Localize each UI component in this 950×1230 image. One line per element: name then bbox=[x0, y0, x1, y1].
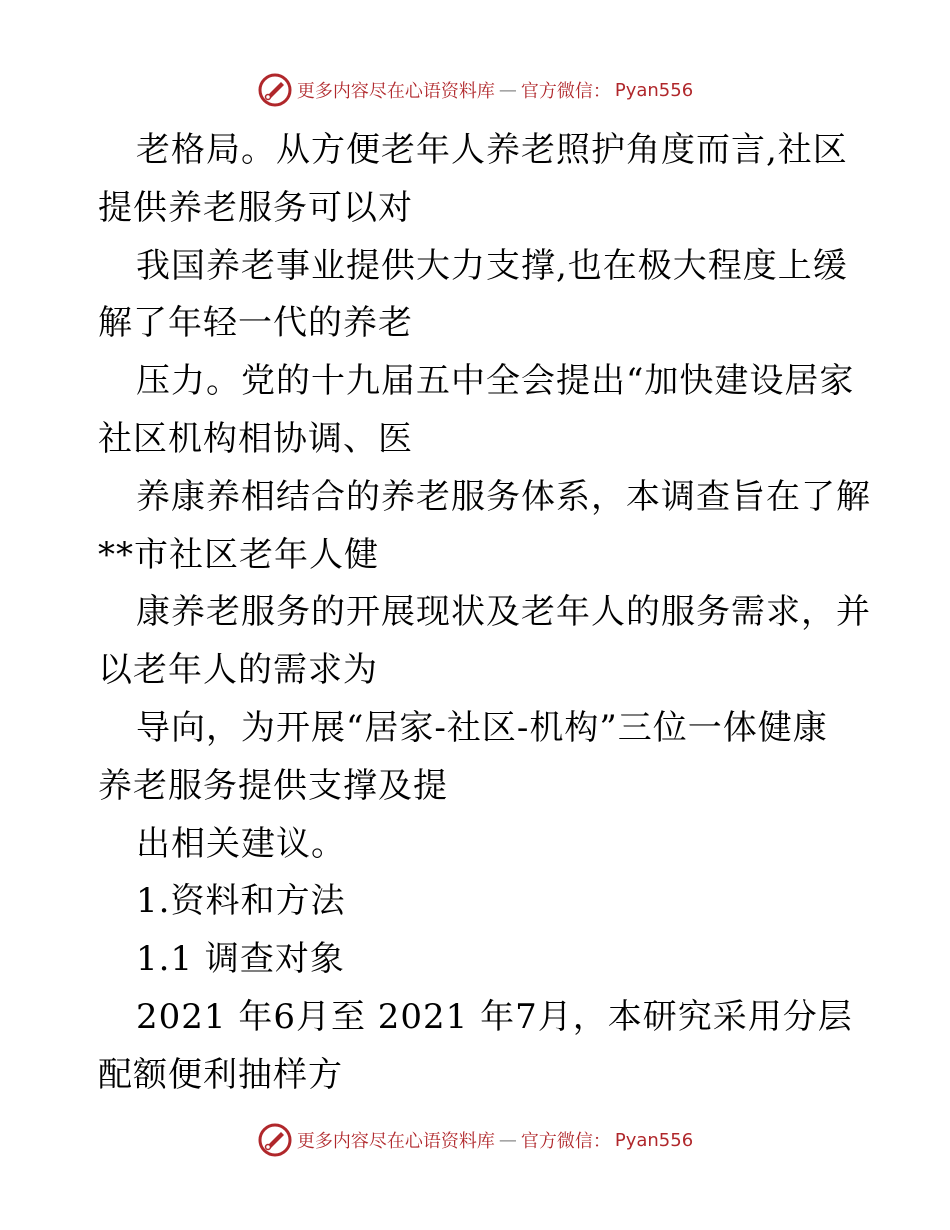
section-heading-1: 1.资料和方法 bbox=[136, 881, 346, 922]
body-line-3: 我国养老事业提供大力支撑,也在极大程度上缓 bbox=[136, 245, 848, 286]
footer-banner bbox=[0, 1120, 950, 1160]
body-line-16: 2021 年6月至 2021 年7月，本研究采用分层 bbox=[136, 996, 853, 1037]
body-line-7: 养康养相结合的养老服务体系，本调查旨在了解 bbox=[136, 476, 871, 517]
body-line-9: 康养老服务的开展现状及老年人的服务需求，并 bbox=[136, 592, 871, 633]
body-line-4: 解了年轻一代的养老 bbox=[98, 303, 413, 344]
body-line-13: 出相关建议。 bbox=[136, 823, 346, 864]
banner-separator: — bbox=[498, 1129, 517, 1151]
banner-wechat-label: 官方微信： bbox=[520, 81, 611, 102]
banner-text: 更多内容尽在心语资料库 bbox=[296, 1131, 495, 1152]
banner-wechat-label: 官方微信： bbox=[520, 1131, 611, 1152]
body-line-17: 配额便利抽样方 bbox=[98, 1054, 343, 1095]
banner-text: 更多内容尽在心语资料库 bbox=[296, 81, 495, 102]
body-line-8: **市社区老年人健 bbox=[98, 534, 379, 575]
body-line-1: 老格局。从方便老年人养老照护角度而言,社区 bbox=[136, 130, 848, 170]
body-line-5: 压力。党的十九届五中全会提出“加快建设居家 bbox=[136, 361, 855, 402]
body-line-10: 以老年人的需求为 bbox=[98, 650, 378, 691]
banner-separator: — bbox=[498, 79, 517, 101]
header-banner bbox=[0, 70, 950, 110]
banner-wechat-id: Pyan556 bbox=[614, 79, 694, 101]
body-line-6: 社区机构相协调、医 bbox=[98, 418, 413, 459]
logo-icon bbox=[257, 1122, 293, 1158]
body-line-12: 养老服务提供支撑及提 bbox=[98, 765, 448, 806]
logo-icon bbox=[257, 72, 293, 108]
body-line-2: 提供养老服务可以对 bbox=[98, 187, 413, 228]
section-heading-1-1: 1.1 调查对象 bbox=[136, 939, 345, 980]
document-body bbox=[98, 122, 871, 1105]
banner-wechat-id: Pyan556 bbox=[614, 1129, 694, 1151]
body-line-11: 导向，为开展“居家-社区-机构”三位一体健康 bbox=[136, 707, 828, 748]
